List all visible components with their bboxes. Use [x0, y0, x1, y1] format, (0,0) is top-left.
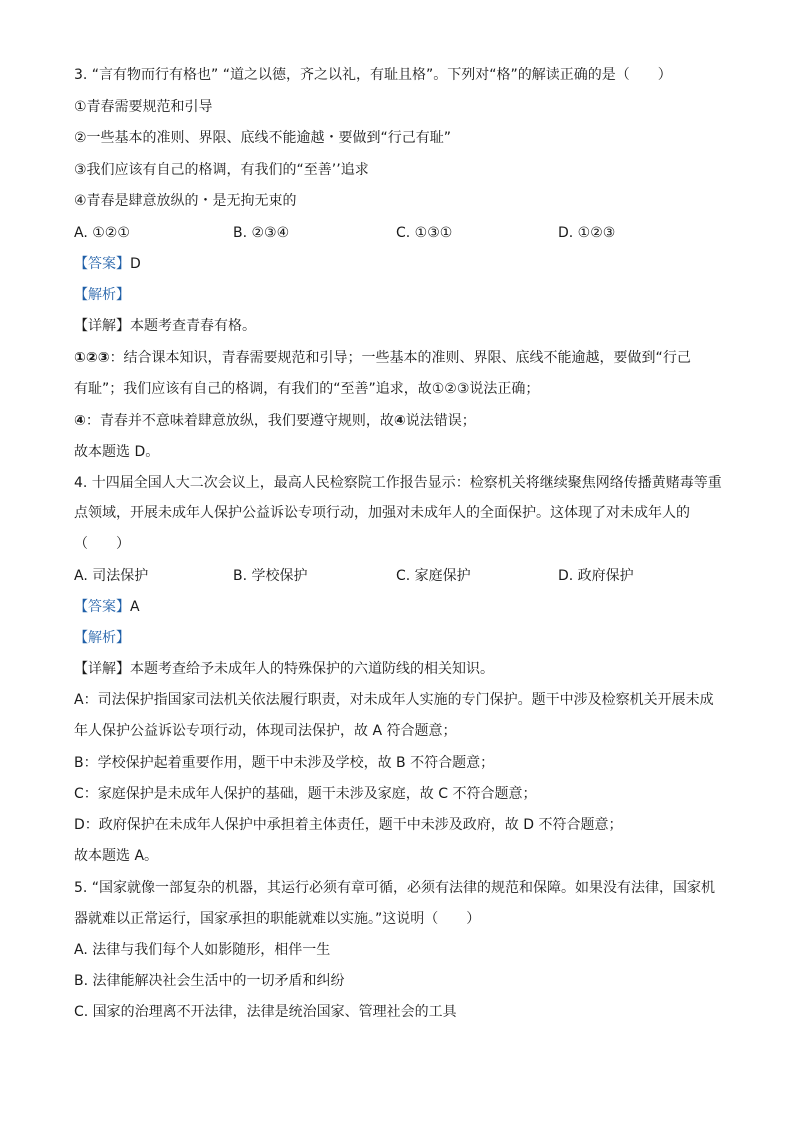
- q4-answer: [74, 597, 140, 617]
- q4-explanation-d: D：政府保护在未成年人保护中承担着主体责任，题干中未涉及政府，故 D 不符合题意；: [74, 817, 623, 833]
- q3-item-3: ③我们应该有自己的格调，有我们的“至善’’追求: [74, 162, 369, 178]
- q4-stem-3: （ ）: [74, 536, 130, 552]
- q3-analysis-tag: 【解析】: [74, 287, 130, 303]
- q3-explanation-1a: ①②③：结合课本知识，青春需要规范和引导；一些基本的准则、界限、底线不能逾越，要做到“行己: [74, 350, 691, 366]
- q5-option-a: A. 法律与我们每个人如影随形，相伴一生: [74, 942, 331, 958]
- q4-option-a: A. 司法保护: [74, 568, 149, 584]
- answer-tag: 【答案】: [74, 256, 130, 272]
- q3-option-c: C. ①③①: [396, 225, 453, 241]
- answer-value: A: [130, 599, 140, 615]
- q3-explanation-1b: 有耻”；我们应该有自己的格调，有我们的“至善”追求，故①②③说法正确；: [74, 381, 540, 397]
- q4-conclusion: 故本题选 A。: [74, 848, 159, 864]
- q4-explanation-a2: 年人保护公益诉讼专项行动，体现司法保护，故 A 符合题意；: [74, 723, 457, 739]
- q5-stem-2: 器就难以正常运行，国家承担的职能就难以实施。”这说明（ ）: [74, 911, 481, 927]
- q3-option-b: B. ②③④: [233, 225, 290, 241]
- answer-tag: 【答案】: [74, 599, 130, 615]
- q3-explanation-2: ④：青春并不意味着肆意放纵，我们要遵守规则，故④说法错误；: [74, 413, 476, 429]
- q4-stem-2: 点领域，开展未成年人保护公益诉讼专项行动，加强对未成年人的全面保护。这体现了对未成年人的: [74, 505, 690, 521]
- q3-option-d: D. ①②③: [558, 225, 616, 241]
- q5-option-c: C. 国家的治理离不开法律，法律是统治国家、管理社会的工具: [74, 1004, 457, 1020]
- detail-tag: 【详解】: [74, 318, 130, 334]
- q3-item-1: ①青春需要规范和引导: [74, 99, 213, 115]
- q3-item-2: ②一些基本的准则、界限、底线不能逾越・要做到“行己有耻”: [74, 130, 452, 146]
- q5-stem-1: 5. “国家就像一部复杂的机器，其运行必须有章可循，必须有法律的规范和保障。如果没有法律，国家机: [74, 880, 716, 896]
- q3-answer: [74, 254, 141, 274]
- q5-option-b: B. 法律能解决社会生活中的一切矛盾和纠纷: [74, 973, 345, 989]
- q4-explanation-b: B：学校保护起着重要作用，题干中未涉及学校，故 B 不符合题意；: [74, 755, 495, 771]
- q4-explanation-c: C：家庭保护是未成年人保护的基础，题干未涉及家庭，故 C 不符合题意；: [74, 786, 537, 802]
- q4-stem-1: 4. 十四届全国人大二次会议上，最高人民检察院工作报告显示：检察机关将继续聚焦网络传播黄赌毒等重: [74, 475, 722, 491]
- q4-option-d: D. 政府保护: [558, 568, 634, 584]
- answer-value: D: [130, 256, 141, 272]
- q4-analysis-tag: 【解析】: [74, 630, 130, 646]
- q4-option-b: B. 学校保护: [233, 568, 308, 584]
- q3-detail: 【详解】本题考查青春有格。: [74, 318, 256, 334]
- q3-stem: 3. “言有物而行有格也” “道之以德，齐之以礼，有耻且格”。下列对“格”的解读正确的是（ ）: [74, 67, 672, 83]
- detail-tag: 【详解】: [74, 661, 130, 677]
- q4-explanation-a1: A：司法保护指国家司法机关依法履行职责，对未成年人实施的专门保护。题干中涉及检察机关开展未成: [74, 692, 714, 708]
- q4-option-c: C. 家庭保护: [396, 568, 471, 584]
- q4-detail: 【详解】本题考查给予未成年人的特殊保护的六道防线的相关知识。: [74, 661, 494, 677]
- q3-conclusion: 故本题选 D。: [74, 444, 160, 460]
- q3-item-4: ④青春是肆意放纵的・是无拘无束的: [74, 193, 297, 209]
- q3-option-a: A. ①②①: [74, 225, 130, 241]
